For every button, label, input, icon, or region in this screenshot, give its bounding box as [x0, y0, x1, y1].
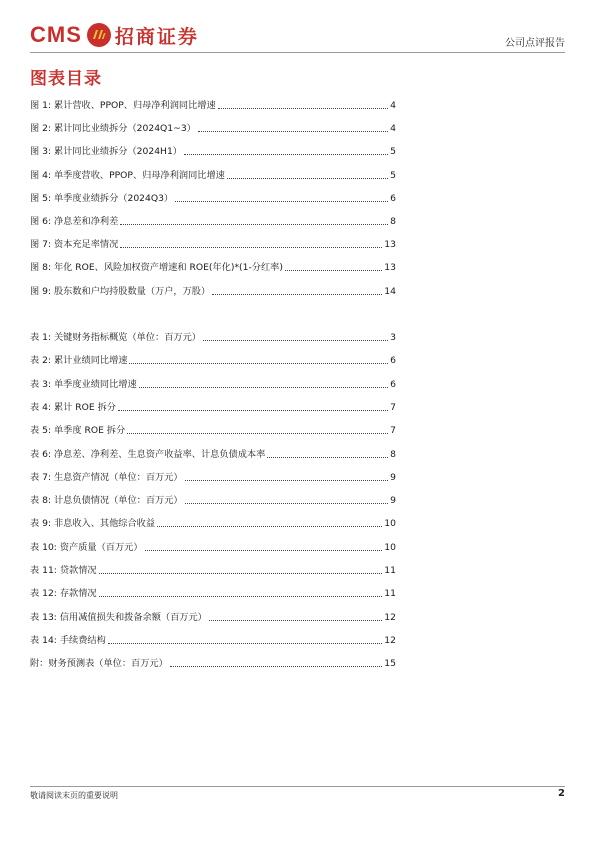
- toc-entry-label: 图 7: 资本充足率情况: [30, 239, 119, 251]
- table-entry[interactable]: [30, 353, 396, 367]
- table-entry[interactable]: [30, 447, 396, 461]
- dot-leader: [218, 107, 389, 109]
- toc-entry-label: 表 6: 净息差、净利差、生息资产收益率、计息负债成本率: [30, 448, 266, 460]
- toc-entry-page: 5: [390, 169, 396, 181]
- table-entry[interactable]: [30, 423, 396, 437]
- figure-entry[interactable]: [30, 191, 396, 205]
- dot-leader: [127, 432, 388, 434]
- report-type-label: 公司点评报告: [505, 38, 565, 49]
- toc-entry-label: 图 6: 净息差和净利差: [30, 216, 119, 227]
- toc-entry-label: 表 8: 计息负债情况（单位：百万元）: [30, 495, 183, 507]
- toc-entry-page: 15: [384, 658, 396, 670]
- table-entry[interactable]: [30, 633, 396, 647]
- dot-leader: [120, 223, 388, 225]
- toc-entry-label: 表 11: 贷款情况: [30, 565, 97, 576]
- toc-entry-label: 表 13: 信用减值损失和拨备余额（百万元）: [30, 611, 207, 623]
- toc-entry-label: 图 5: 单季度业绩拆分（2024Q3）: [30, 192, 174, 204]
- dot-leader: [139, 386, 388, 388]
- toc-entry-page: 13: [384, 239, 396, 251]
- figure-entry[interactable]: [30, 284, 396, 298]
- toc-entry-label: 图 8: 年化 ROE、风险加权资产增速和 ROE(年化)*(1-分红率): [30, 262, 283, 274]
- table-entry[interactable]: [30, 377, 396, 391]
- toc-entry-page: 9: [390, 495, 396, 507]
- dot-leader: [118, 409, 388, 411]
- toc-entry-page: 12: [384, 611, 396, 623]
- page-header: [30, 18, 565, 52]
- figure-entry[interactable]: [30, 237, 396, 251]
- dot-leader: [285, 269, 382, 271]
- table-entry[interactable]: [30, 516, 396, 530]
- figure-entry[interactable]: [30, 260, 396, 274]
- table-entry[interactable]: [30, 586, 396, 600]
- toc-entry-page: 5: [390, 146, 396, 158]
- toc-entry-label: 附：财务预测表（单位：百万元）: [30, 658, 168, 670]
- toc-entry-page: 6: [390, 378, 396, 390]
- toc-entry-page: 11: [384, 565, 396, 576]
- dot-leader: [212, 293, 382, 295]
- dot-leader: [185, 479, 389, 481]
- toc-entry-label: 表 10: 资产质量（百万元）: [30, 541, 143, 553]
- dot-leader: [157, 525, 382, 527]
- toc-entry-page: 8: [390, 216, 396, 227]
- logo-latin: CMS: [30, 22, 82, 47]
- dot-leader: [185, 502, 389, 504]
- toc-entry-page: 3: [390, 332, 396, 343]
- dot-leader: [227, 177, 388, 179]
- toc-entry-label: 表 5: 单季度 ROE 拆分: [30, 425, 126, 437]
- table-entry[interactable]: [30, 493, 396, 507]
- dot-leader: [99, 595, 383, 597]
- toc-entry-label: 图 9: 股东数和户均持股数量（万户，万股）: [30, 285, 211, 297]
- table-entry[interactable]: [30, 400, 396, 414]
- cms-logo: [30, 20, 199, 50]
- dot-leader: [203, 339, 388, 341]
- toc-entry-label: 表 2: 累计业绩同比增速: [30, 355, 128, 367]
- toc-entry-label: 表 12: 存款情况: [30, 588, 97, 600]
- toc-entry-page: 10: [384, 541, 396, 553]
- toc-entry-page: 4: [390, 100, 396, 111]
- figure-entry[interactable]: [30, 144, 396, 158]
- dot-leader: [99, 572, 383, 574]
- toc-entry-label: 图 2: 累计同比业绩拆分（2024Q1~3）: [30, 123, 196, 135]
- figure-entry[interactable]: [30, 121, 396, 135]
- table-entry[interactable]: [30, 656, 396, 670]
- toc-title: 图表目录: [30, 69, 102, 89]
- dot-leader: [267, 456, 388, 458]
- figure-entry[interactable]: [30, 98, 396, 112]
- toc-entry-page: 11: [384, 588, 396, 600]
- footer-disclaimer: 敬请阅读末页的重要说明: [30, 791, 118, 800]
- figure-entry[interactable]: [30, 168, 396, 182]
- header-divider: [30, 52, 565, 53]
- table-entry[interactable]: [30, 330, 396, 344]
- toc-entry-label: 图 4: 单季度营收、PPOP、归母净利润同比增速: [30, 169, 225, 181]
- dot-leader: [145, 549, 383, 551]
- toc-entry-page: 12: [384, 634, 396, 646]
- toc-entry-label: 表 7: 生息资产情况（单位：百万元）: [30, 471, 183, 483]
- toc-entry-label: 图 1: 累计营收、PPOP、归母净利润同比增速: [30, 100, 216, 111]
- logo-chinese: 招商证券: [114, 25, 199, 48]
- toc-entry-label: 表 14: 手续费结构: [30, 634, 106, 646]
- dot-leader: [209, 619, 382, 621]
- table-entry[interactable]: [30, 540, 396, 554]
- toc-entry-page: 13: [384, 262, 396, 274]
- toc-entry-page: 4: [390, 123, 396, 135]
- toc-entry-page: 14: [384, 285, 396, 297]
- figure-entry[interactable]: [30, 214, 396, 228]
- page-number: 2: [558, 788, 565, 799]
- toc-entry-page: 7: [390, 425, 396, 437]
- table-entry[interactable]: [30, 470, 396, 484]
- toc-entry-page: 7: [390, 401, 396, 413]
- dot-leader: [170, 665, 382, 667]
- table-entry[interactable]: [30, 610, 396, 624]
- toc-entry-label: 表 9: 非息收入、其他综合收益: [30, 518, 156, 530]
- dot-leader: [175, 200, 388, 202]
- toc-entry-label: 表 4: 累计 ROE 拆分: [30, 401, 116, 413]
- dot-leader: [120, 246, 382, 248]
- toc-entry-label: 表 3: 单季度业绩同比增速: [30, 378, 137, 390]
- toc-entry-page: 9: [390, 471, 396, 483]
- toc-entry-label: 表 1: 关键财务指标概览（单位：百万元）: [30, 332, 201, 343]
- toc-entry-page: 6: [390, 355, 396, 367]
- footer-divider: [30, 786, 565, 787]
- table-entry[interactable]: [30, 563, 396, 577]
- dot-leader: [184, 153, 388, 155]
- toc-entry-page: 10: [384, 518, 396, 530]
- toc-entry-page: 6: [390, 192, 396, 204]
- toc-entry-page: 8: [390, 448, 396, 460]
- dot-leader: [108, 642, 383, 644]
- dot-leader: [198, 130, 388, 132]
- toc-entry-label: 图 3: 累计同比业绩拆分（2024H1）: [30, 146, 182, 158]
- dot-leader: [129, 362, 388, 364]
- logo-emblem-icon: [87, 23, 111, 47]
